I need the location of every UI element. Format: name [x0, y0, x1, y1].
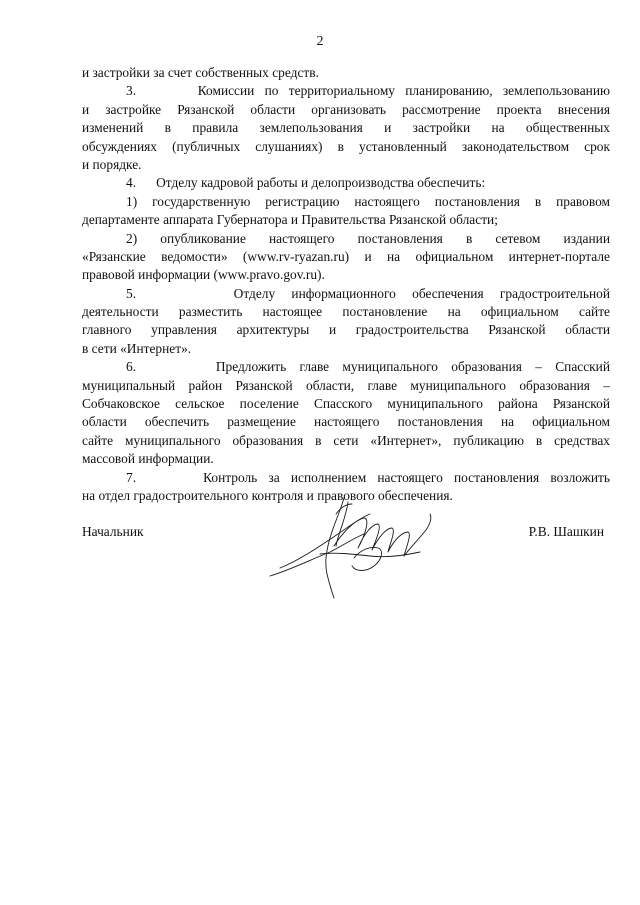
text-line: сайте муниципального образования в сети «Интернет», публикацию в средствах [82, 432, 610, 448]
text-line: 1) государственную регистрацию настоящего постановления в правовом [126, 193, 610, 209]
page-number: 2 [316, 34, 324, 49]
text-line: 7. Контроль за исполнением настоящего постановления возложить [126, 469, 610, 485]
text-line: в сети «Интернет». [82, 340, 192, 356]
text-line: 5. Отделу информационного обеспечения градостроительной [126, 285, 610, 301]
signatory-title: Начальник [82, 524, 144, 539]
signatory-name: Р.В. Шашкин [528, 524, 604, 539]
text-line: деятельности разместить настоящее постановление на официальном сайте [82, 304, 610, 320]
text-line: правовой информации (www.pravo.gov.ru). [82, 267, 325, 283]
text-line: на отдел градостроительного контроля и правового обеспечения. [82, 487, 453, 503]
signature-block [82, 516, 610, 596]
text-line: 3. Комиссии по территориальному планированию, землепользованию [126, 83, 610, 99]
text-line: 6. Предложить главе муниципального образования – Спасский [126, 359, 610, 375]
text-line: 4. Отделу кадровой работы и делопроизводства обеспечить: [126, 175, 486, 191]
text-line: «Рязанские ведомости» (www.rv-ryazan.ru) и на официальном интернет-портале [82, 248, 610, 264]
text-line: изменений в правила землепользования и застройки на общественных [82, 120, 610, 136]
text-line: муниципальный район Рязанской области, главе муниципального образования – [82, 377, 610, 393]
text-line: и порядке. [82, 156, 142, 172]
text-line: Собчаковское сельское поселение Спасского муниципального района Рязанской [82, 396, 610, 412]
text-line: 2) опубликование настоящего постановления в сетевом издании [126, 230, 610, 246]
text-line: и застройке Рязанской области организовать рассмотрение проекта внесения [82, 101, 610, 117]
text-line: массовой информации. [82, 451, 214, 467]
document-body [82, 64, 610, 505]
handwritten-signature [260, 494, 440, 602]
text-line: и застройки за счет собственных средств. [82, 65, 319, 80]
text-line: главного управления архитектуры и градостроительства Рязанской области [82, 322, 610, 338]
text-line: области обеспечить размещение настоящего постановления на официальном [82, 414, 610, 430]
text-line: департаменте аппарата Губернатора и Правительства Рязанской области; [82, 212, 498, 228]
text-line: обсуждениях (публичных слушаниях) в установленный законодательством срок [82, 138, 610, 154]
